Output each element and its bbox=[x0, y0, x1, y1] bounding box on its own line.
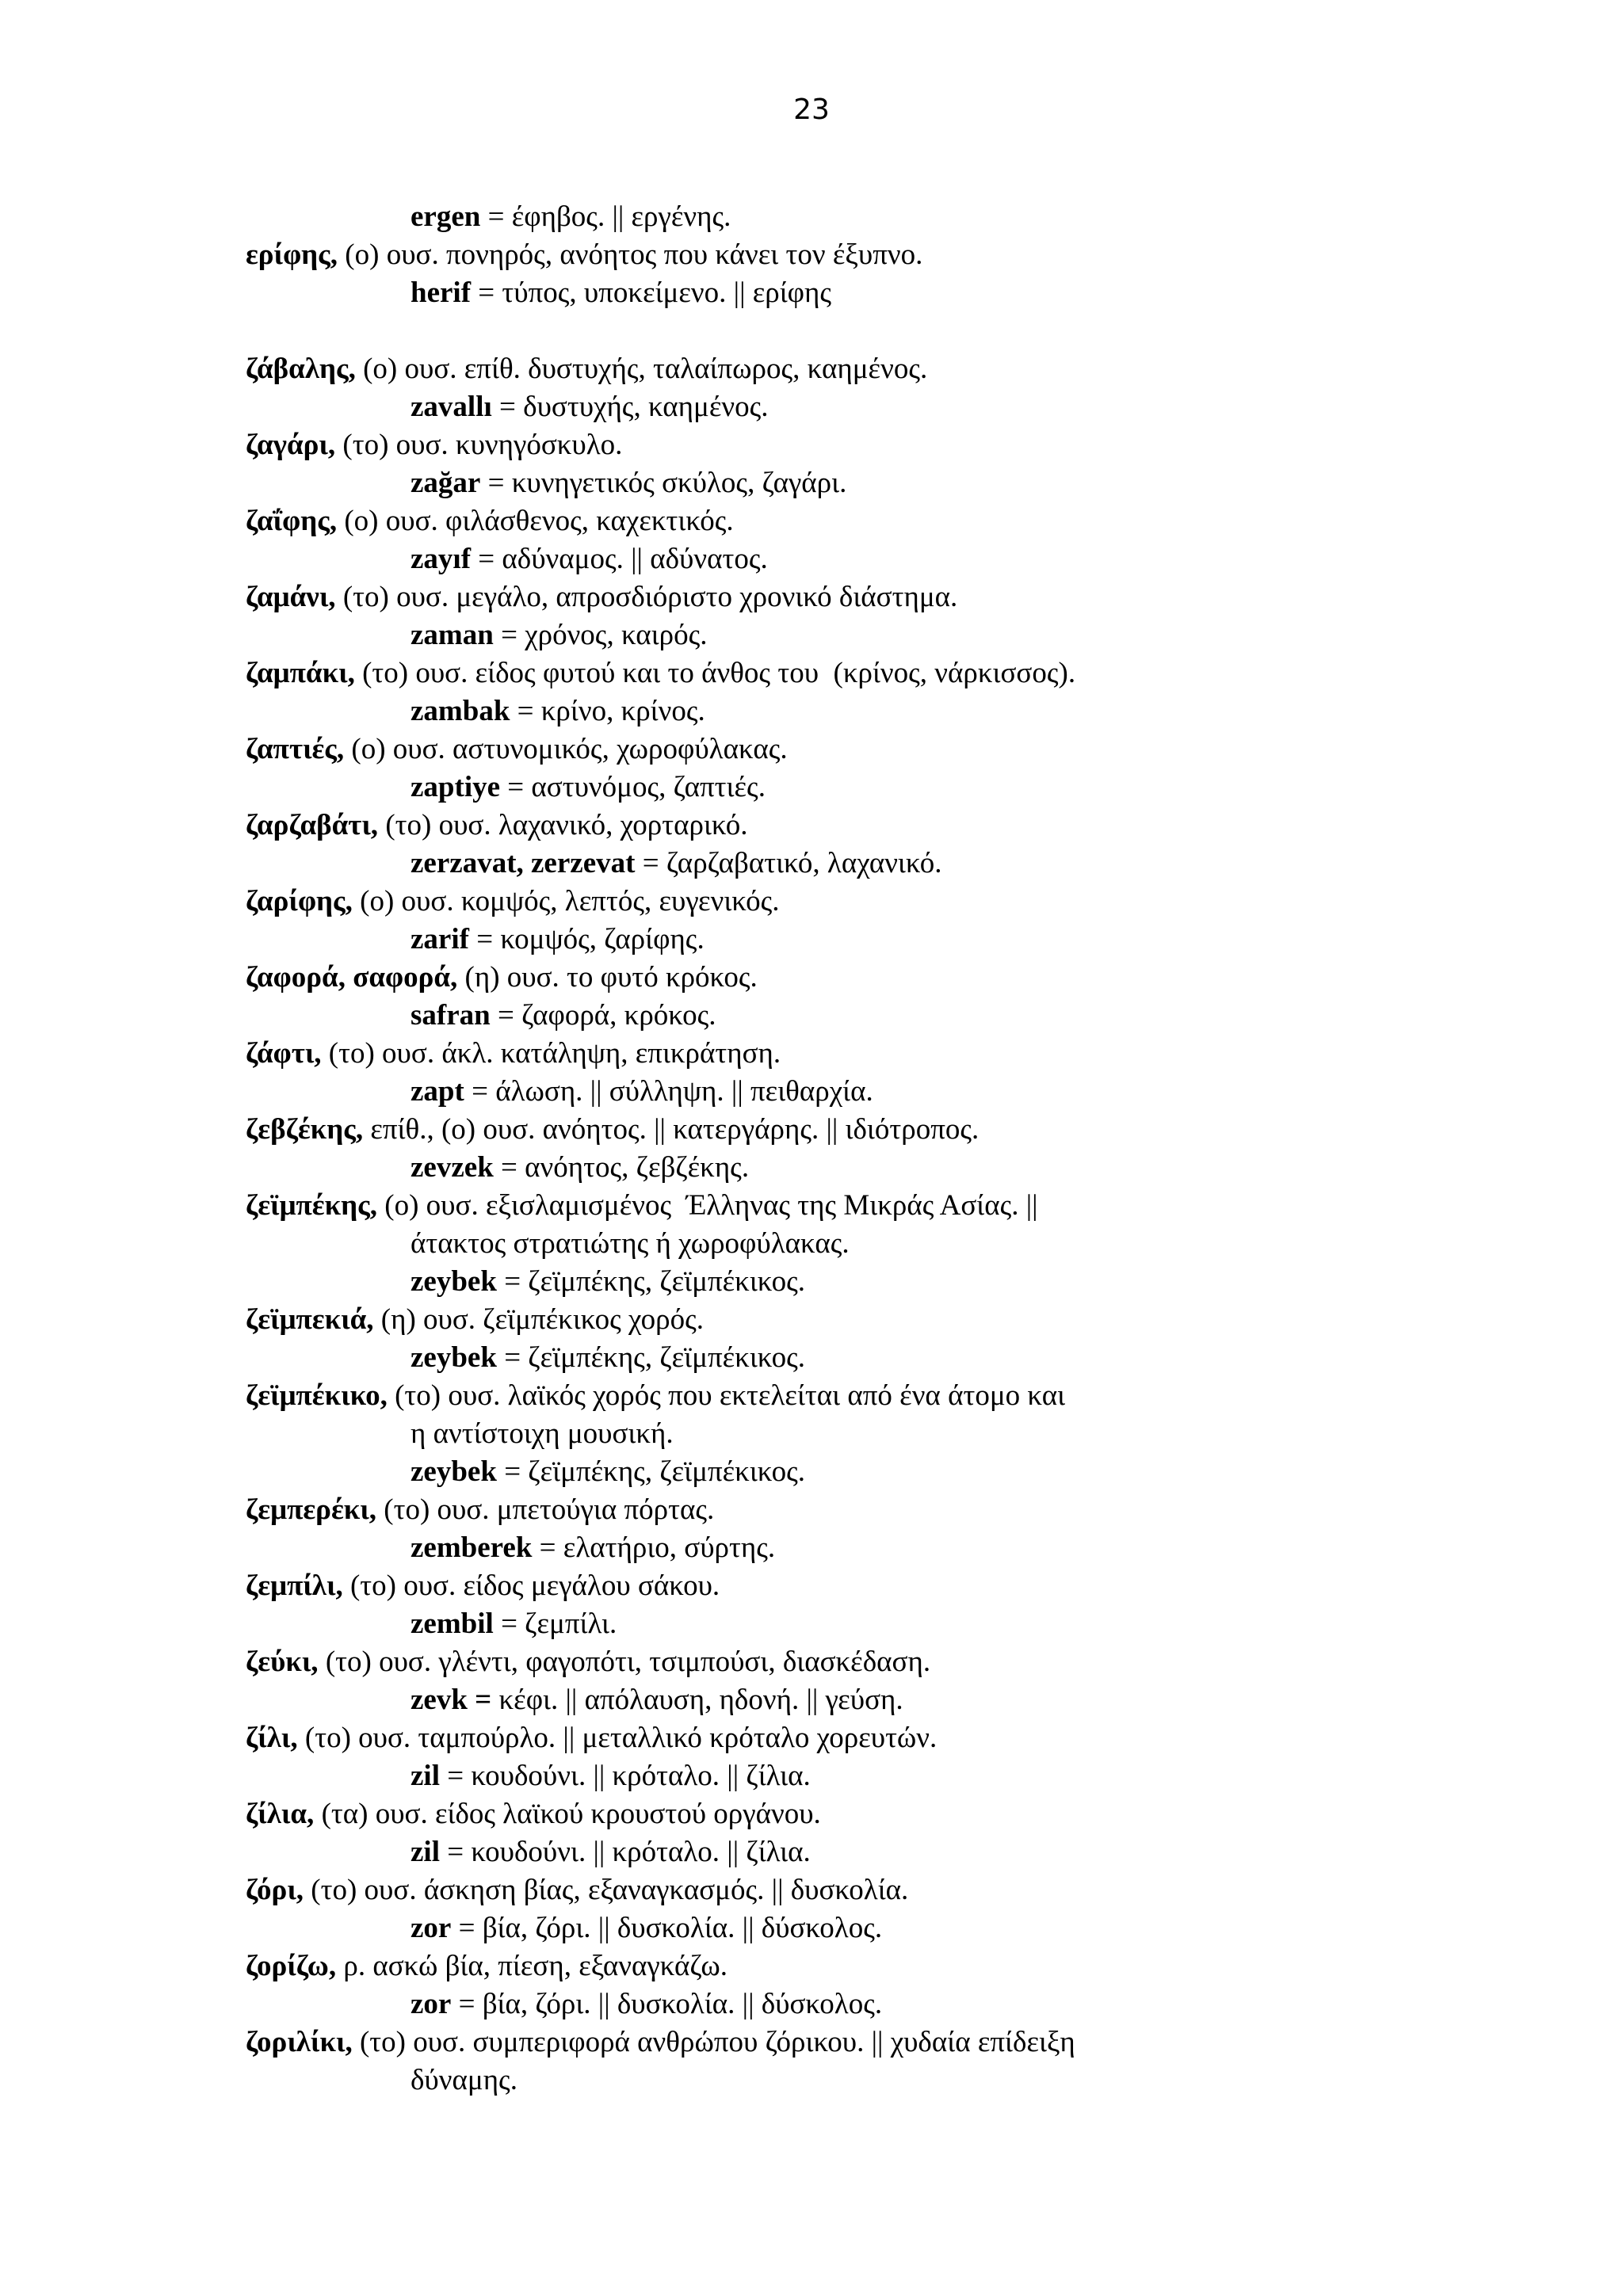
headword: ζεμπερέκι, bbox=[246, 1493, 377, 1526]
headword: ζαμάνι, bbox=[246, 581, 336, 613]
entry-headword-line bbox=[246, 578, 957, 616]
turkish-word: zevzek bbox=[411, 1151, 494, 1184]
turkish-word: zor bbox=[411, 1988, 452, 2020]
definition-text: (το) ουσ. κυνηγόσκυλο. bbox=[335, 429, 623, 461]
entry-headword-line bbox=[246, 1187, 1038, 1225]
entry-sub-line bbox=[411, 1225, 850, 1263]
entry-headword-line bbox=[246, 730, 788, 769]
headword: ζαρίφης, bbox=[246, 885, 353, 917]
turkish-word: zil bbox=[411, 1836, 440, 1868]
definition-text: (η) ουσ. το φυτό κρόκος. bbox=[457, 961, 758, 994]
definition-text: (το) ουσ. λαϊκός χορός που εκτελείται από ένα άτομο και bbox=[387, 1379, 1066, 1412]
definition-text: = τύπος, υποκείμενο. || ερίφης bbox=[471, 277, 832, 309]
entry-headword-line bbox=[246, 807, 748, 845]
page-number: 23 bbox=[793, 93, 830, 126]
headword: ζίλια, bbox=[246, 1798, 315, 1830]
definition-text: (το) ουσ. είδος μεγάλου σάκου. bbox=[342, 1569, 720, 1602]
headword: ζίλι, bbox=[246, 1722, 298, 1754]
entry-sub-line bbox=[411, 1339, 805, 1377]
entry-headword-line bbox=[246, 1111, 979, 1149]
definition-text: = κουδούνι. || κρόταλο. || ζίλια. bbox=[439, 1760, 811, 1792]
definition-text: ρ. ασκώ βία, πίεση, εξαναγκάζω. bbox=[336, 1950, 728, 1982]
definition-text: = κουδούνι. || κρόταλο. || ζίλια. bbox=[439, 1836, 811, 1868]
entry-headword-line bbox=[246, 1947, 727, 1985]
entry-headword-line bbox=[246, 502, 734, 540]
definition-text: (ο) ουσ. επίθ. δυστυχής, ταλαίπωρος, καημένος. bbox=[355, 353, 928, 385]
entry-headword-line bbox=[246, 1643, 930, 1681]
entry-sub-line bbox=[411, 1073, 873, 1111]
headword: ζεύκι, bbox=[246, 1646, 319, 1678]
entry-sub-line bbox=[411, 1529, 775, 1567]
headword: ζεβζέκης, bbox=[246, 1113, 364, 1146]
definition-text: (τα) ουσ. είδος λαϊκού κρουστού οργάνου. bbox=[314, 1798, 821, 1830]
headword: ζαγάρι, bbox=[246, 429, 336, 461]
definition-text: (το) ουσ. λαχανικό, χορταρικό. bbox=[378, 809, 748, 841]
definition-text: = άλωση. || σύλληψη. || πειθαρχία. bbox=[464, 1075, 873, 1108]
definition-text: = βία, ζόρι. || δυσκολία. || δύσκολος. bbox=[451, 1912, 883, 1944]
entry-sub-line bbox=[411, 921, 705, 959]
entry-headword-line bbox=[246, 350, 927, 388]
definition-text: κέφι. || απόλαυση, ηδονή. || γεύση. bbox=[491, 1684, 903, 1716]
headword: ζεϊμπεκιά, bbox=[246, 1303, 374, 1336]
definition-text: = ζεϊμπέκης, ζεϊμπέκικος. bbox=[496, 1455, 806, 1488]
entry-headword-line bbox=[246, 1301, 704, 1339]
definition-text: (το) ουσ. γλέντι, φαγοπότι, τσιμπούσι, διασκέδαση. bbox=[318, 1646, 931, 1678]
entry-sub-line bbox=[411, 1149, 749, 1187]
definition-text: = ζαφορά, κρόκος. bbox=[490, 999, 716, 1032]
entry-headword-line bbox=[246, 426, 622, 464]
entry-sub-line bbox=[411, 1263, 805, 1301]
turkish-word: zerzavat, zerzevat bbox=[411, 847, 636, 879]
definition-text: = χρόνος, καιρός. bbox=[493, 619, 708, 651]
turkish-word: zor bbox=[411, 1912, 452, 1944]
headword: ζάβαλης, bbox=[246, 353, 356, 385]
entry-sub-line bbox=[411, 692, 705, 730]
definition-text: (ο) ουσ. εξισλαμισμένος Έλληνας της Μικράς Ασίας. || bbox=[377, 1189, 1038, 1222]
headword: ζαρζαβάτι, bbox=[246, 809, 379, 841]
definition-text: (το) ουσ. άσκηση βίας, εξαναγκασμός. || δυσκολία. bbox=[304, 1874, 909, 1906]
entry-sub-line bbox=[411, 1757, 811, 1795]
definition-text: επίθ., (ο) ουσ. ανόητος. || κατεργάρης. || ιδιότροπος. bbox=[363, 1113, 980, 1146]
entry-sub-line bbox=[411, 1833, 811, 1871]
entry-headword-line bbox=[246, 959, 758, 997]
entry-sub-line bbox=[411, 1681, 903, 1719]
turkish-word: zembil bbox=[411, 1608, 494, 1640]
turkish-word: zemberek bbox=[411, 1531, 533, 1564]
entry-headword-line bbox=[246, 1377, 1065, 1415]
headword: ζορίζω, bbox=[246, 1950, 337, 1982]
definition-text: (το) ουσ. μπετούγια πόρτας. bbox=[376, 1493, 715, 1526]
definition-text: (ο) ουσ. κομψός, λεπτός, ευγενικός. bbox=[352, 885, 780, 917]
definition-text: (ο) ουσ. φιλάσθενος, καχεκτικός. bbox=[337, 505, 734, 537]
turkish-word: zağar bbox=[411, 467, 481, 499]
definition-text: (το) ουσ. άκλ. κατάληψη, επικράτηση. bbox=[321, 1037, 781, 1070]
turkish-word: zarif bbox=[411, 923, 469, 955]
headword: ερίφης, bbox=[246, 238, 338, 271]
turkish-word: zavallı bbox=[411, 391, 492, 423]
definition-text: = κομψός, ζαρίφης. bbox=[468, 923, 705, 955]
definition-text: = βία, ζόρι. || δυσκολία. || δύσκολος. bbox=[451, 1988, 883, 2020]
definition-text: = ζεϊμπέκης, ζεϊμπέκικος. bbox=[496, 1265, 806, 1298]
turkish-word: zapt bbox=[411, 1075, 464, 1108]
headword: ζεϊμπέκικο, bbox=[246, 1379, 388, 1412]
headword: ζαφορά, σαφορά, bbox=[246, 961, 458, 994]
turkish-word: zil bbox=[411, 1760, 440, 1792]
definition-text: = κυνηγετικός σκύλος, ζαγάρι. bbox=[480, 467, 847, 499]
entry-headword-line bbox=[246, 236, 922, 274]
definition-text: (ο) ουσ. αστυνομικός, χωροφύλακας. bbox=[344, 733, 788, 765]
definition-text: = ανόητος, ζεβζέκης. bbox=[493, 1151, 750, 1184]
entry-headword-line bbox=[246, 1871, 908, 1909]
headword: ζαμπάκι, bbox=[246, 657, 355, 689]
definition-text: = κρίνο, κρίνος. bbox=[510, 695, 705, 727]
headword: ζαΐφης, bbox=[246, 505, 338, 537]
entry-sub-line bbox=[411, 845, 941, 883]
turkish-word: zayıf bbox=[411, 543, 472, 575]
entry-headword-line bbox=[246, 883, 780, 921]
entry-sub-line bbox=[411, 464, 846, 502]
definition-text: = ζαρζαβατικό, λαχανικό. bbox=[635, 847, 942, 879]
entry-sub-line bbox=[411, 616, 708, 654]
entry-sub-line bbox=[411, 769, 766, 807]
turkish-word: zeybek bbox=[411, 1341, 497, 1374]
entry-headword-line bbox=[246, 1491, 714, 1529]
definition-text: άτακτος στρατιώτης ή χωροφύλακας. bbox=[411, 1227, 850, 1260]
entry-headword-line bbox=[246, 1567, 720, 1605]
turkish-word: zambak bbox=[411, 695, 510, 727]
definition-text: (το) ουσ. συμπεριφορά ανθρώπου ζόρικου. || χυδαία επίδειξη bbox=[352, 2026, 1075, 2058]
turkish-word: zaptiye bbox=[411, 771, 501, 803]
turkish-word: safran bbox=[411, 999, 491, 1032]
entry-sub-line bbox=[411, 274, 831, 312]
headword: ζόρι, bbox=[246, 1874, 304, 1906]
definition-text: δύναμης. bbox=[411, 2064, 517, 2096]
headword: ζεϊμπέκης, bbox=[246, 1189, 378, 1222]
entry-sub-line bbox=[411, 1909, 882, 1947]
turkish-word: zeybek bbox=[411, 1265, 497, 1298]
entry-headword-line bbox=[246, 1035, 781, 1073]
entry-sub-line bbox=[411, 540, 768, 578]
entry-sub-line bbox=[411, 1985, 882, 2023]
headword: ζεμπίλι, bbox=[246, 1569, 343, 1602]
entry-sub-line bbox=[411, 2061, 517, 2100]
definition-text: = έφηβος. || εργένης. bbox=[480, 200, 731, 233]
definition-text: (η) ουσ. ζεϊμπέκικος χορός. bbox=[373, 1303, 704, 1336]
definition-text: (ο) ουσ. πονηρός, ανόητος που κάνει τον έξυπνο. bbox=[338, 238, 923, 271]
definition-text: = αδύναμος. || αδύνατος. bbox=[471, 543, 768, 575]
definition-text: (το) ουσ. μεγάλο, απροσδιόριστο χρονικό διάστημα. bbox=[335, 581, 958, 613]
turkish-word: herif bbox=[411, 277, 472, 309]
definition-text: = ελατήριο, σύρτης. bbox=[532, 1531, 776, 1564]
entry-sub-line bbox=[411, 1415, 674, 1453]
entry-sub-line bbox=[411, 1453, 805, 1491]
turkish-word: zevk = bbox=[411, 1684, 492, 1716]
entry-sub-line bbox=[411, 388, 769, 426]
entry-sub-line bbox=[411, 997, 716, 1035]
entry-headword-line bbox=[246, 2023, 1075, 2061]
entry-headword-line bbox=[246, 654, 1075, 692]
turkish-word: zeybek bbox=[411, 1455, 497, 1488]
definition-text: = ζεϊμπέκης, ζεϊμπέκικος. bbox=[496, 1341, 806, 1374]
headword: ζαπτιές, bbox=[246, 733, 345, 765]
definition-text: = αστυνόμος, ζαπτιές. bbox=[500, 771, 766, 803]
turkish-word: ergen bbox=[411, 200, 481, 233]
headword: ζοριλίκι, bbox=[246, 2026, 353, 2058]
definition-text: = ζεμπίλι. bbox=[493, 1608, 617, 1640]
entry-headword-line bbox=[246, 1795, 821, 1833]
entry-headword-line bbox=[246, 1719, 937, 1757]
entry-sub-line bbox=[411, 198, 731, 236]
headword: ζάφτι, bbox=[246, 1037, 322, 1070]
entry-sub-line bbox=[411, 1605, 617, 1643]
turkish-word: zaman bbox=[411, 619, 494, 651]
definition-text: (το) ουσ. ταμπούρλο. || μεταλλικό κρόταλο χορευτών. bbox=[297, 1722, 938, 1754]
definition-text: = δυστυχής, καημένος. bbox=[491, 391, 769, 423]
definition-text: (το) ουσ. είδος φυτού και το άνθος του (κρίνος, νάρκισσος). bbox=[354, 657, 1076, 689]
definition-text: η αντίστοιχη μουσική. bbox=[411, 1417, 674, 1450]
